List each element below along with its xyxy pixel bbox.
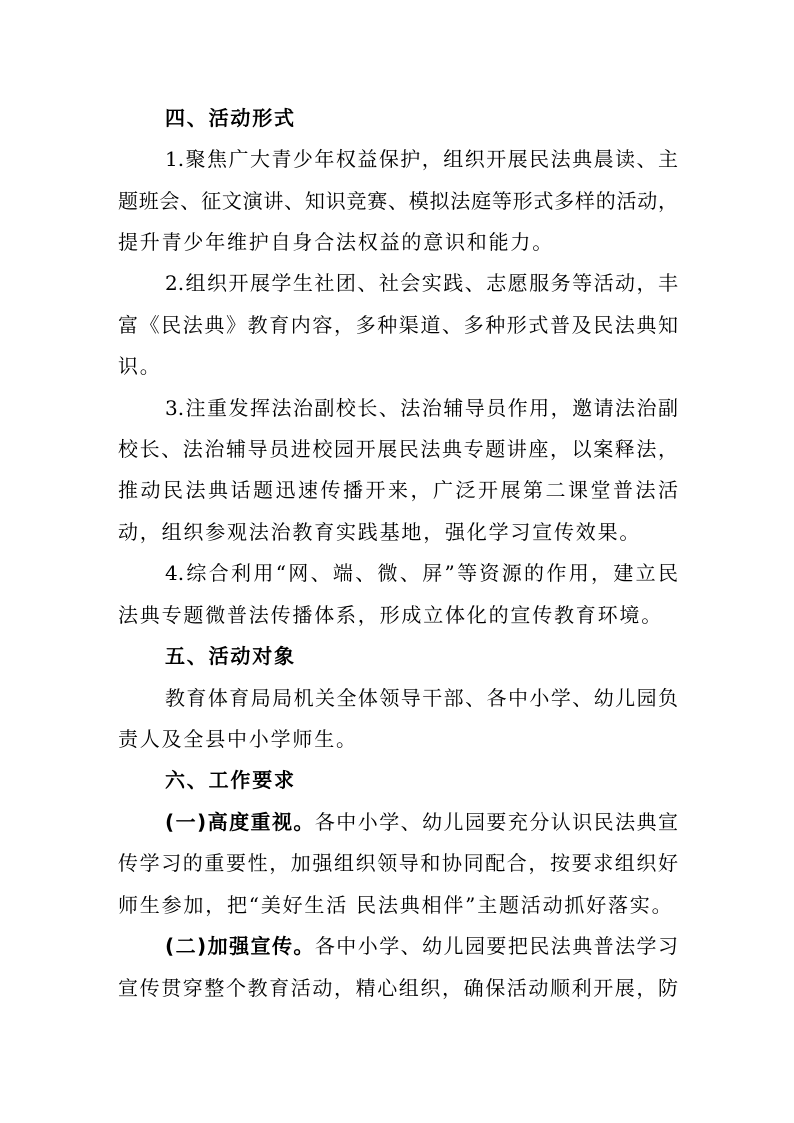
paragraph-line bbox=[165, 809, 678, 835]
requirement-label: (一)高度重视。 bbox=[165, 810, 315, 834]
paragraph-line: 责人及全县中小学师生。 bbox=[118, 727, 358, 751]
paragraph-line: 题班会、征文演讲、知识竞赛、模拟法庭等形式多样的活动， bbox=[118, 189, 678, 213]
paragraph-line: 识。 bbox=[118, 354, 162, 378]
paragraph-line: 提升青少年维护自身合法权益的意识和能力。 bbox=[118, 230, 554, 254]
paragraph-line: 传学习的重要性，加强组织领导和协同配合，按要求组织好 bbox=[118, 851, 678, 875]
paragraph-line: 法典专题微普法传播体系，形成立体化的宣传教育环境。 bbox=[118, 603, 663, 627]
paragraph-line: 师生参加，把“美好生活 民法典相伴”主题活动抓好落实。 bbox=[118, 893, 674, 917]
requirement-label: (二)加强宣传。 bbox=[165, 934, 315, 958]
section-heading-activity-target: 五、活动对象 bbox=[165, 644, 296, 668]
paragraph-line: 富《民法典》教育内容，多种渠道、多种形式普及民法典知 bbox=[118, 313, 678, 337]
paragraph-line: 2.组织开展学生社团、社会实践、志愿服务等活动，丰 bbox=[165, 271, 678, 295]
paragraph-line: 3.注重发挥法治副校长、法治辅导员作用，邀请法治副 bbox=[165, 396, 678, 420]
paragraph-line: 宣传贯穿整个教育活动，精心组织，确保活动顺利开展，防 bbox=[118, 976, 678, 1000]
paragraph-line bbox=[165, 933, 678, 959]
paragraph-line: 动，组织参观法治教育实践基地，强化学习宣传效果。 bbox=[118, 520, 642, 544]
requirement-text: 各中小学、幼儿园要充分认识民法典宣 bbox=[314, 810, 679, 834]
section-heading-activity-form: 四、活动形式 bbox=[165, 106, 296, 130]
section-heading-work-requirements: 六、工作要求 bbox=[165, 768, 296, 792]
paragraph-line: 1.聚焦广大青少年权益保护，组织开展民法典晨读、主 bbox=[165, 147, 678, 171]
paragraph-line: 推动民法典话题迅速传播开来，广泛开展第二课堂普法活 bbox=[118, 478, 678, 502]
paragraph-line: 校长、法治辅导员进校园开展民法典专题讲座，以案释法， bbox=[118, 437, 678, 461]
paragraph-line: 4.综合利用“网、端、微、屏”等资源的作用，建立民 bbox=[165, 561, 678, 585]
requirement-text: 各中小学、幼儿园要把民法典普法学习 bbox=[314, 934, 679, 958]
paragraph-line: 教育体育局局机关全体领导干部、各中小学、幼儿园负 bbox=[165, 686, 678, 710]
